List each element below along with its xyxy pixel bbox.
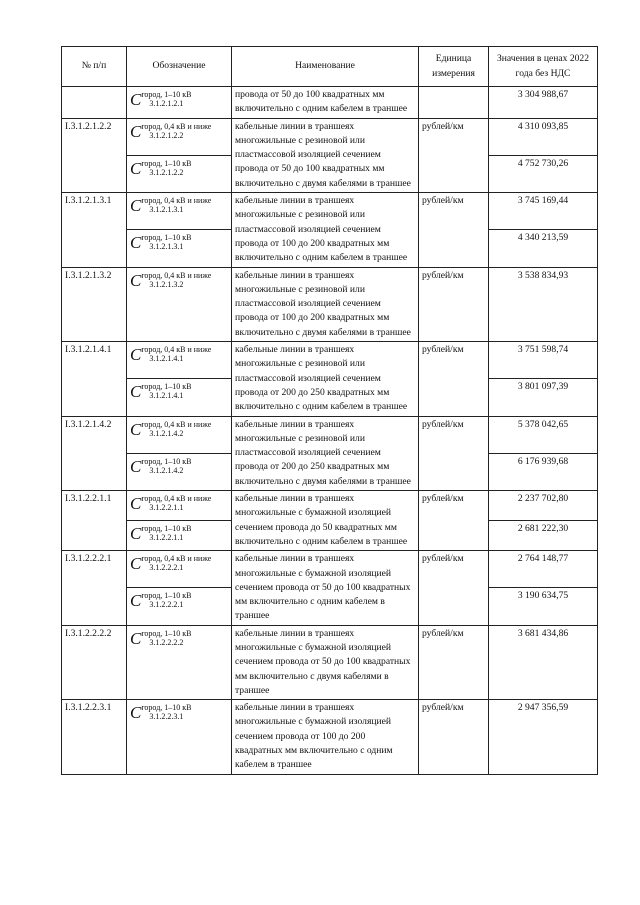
symbol-subscript: 3.1.2.2.3.1 [149, 712, 184, 722]
symbol-letter: C [130, 382, 142, 402]
row-symbol [127, 87, 232, 119]
symbol-superscript: город, 0,4 кВ и ниже [141, 345, 212, 355]
symbol-formula [130, 492, 228, 512]
symbol-superscript: город, 0,4 кВ и ниже [141, 121, 212, 131]
symbol-indices [141, 554, 211, 572]
row-name: кабельные линии в траншеях многожильные с бумажной изоляцией сечением провода до 50 квадратных мм включительно с одним кабелем в траншее [232, 491, 419, 551]
row-name: кабельные линии в траншеях многожильные с бумажной изоляцией сечением провода от 50 до 100 квадратных мм включительно с двумя кабелями в траншее [232, 625, 419, 699]
symbol-formula [130, 627, 228, 647]
header-unit: Единица измерения [419, 47, 489, 87]
header-symbol: Обозначение [127, 47, 232, 87]
symbol-superscript: город, 1–10 кВ [141, 628, 192, 638]
row-symbol [127, 551, 232, 588]
row-name: кабельные линии в траншеях многожильные с резиновой или пластмассовой изоляцией сечением провода от 100 до 200 квадратных мм включительно с одним кабелем в траншее [232, 193, 419, 267]
symbol-superscript: город, 1–10 кВ [141, 90, 192, 99]
symbol-superscript: город, 1–10 кВ [141, 456, 192, 466]
header-name: Наименование [232, 47, 419, 87]
row-code: I.3.1.2.1.4.1 [62, 342, 127, 416]
symbol-superscript: город, 1–10 кВ [141, 524, 192, 534]
row-unit: рублей/км [419, 625, 489, 699]
row-value: 3 538 834,93 [489, 267, 598, 341]
row-symbol [127, 625, 232, 699]
symbol-indices [141, 494, 211, 512]
symbol-letter: C [130, 419, 142, 439]
symbol-letter: C [130, 524, 142, 544]
symbol-subscript: 3.1.2.2.2.1 [149, 563, 184, 573]
symbol-subscript: 3.1.2.1.4.1 [149, 391, 184, 401]
row-code: I.3.1.2.1.3.2 [62, 267, 127, 341]
symbol-formula [130, 701, 228, 721]
row-code: I.3.1.2.2.2.2 [62, 625, 127, 699]
row-value: 3 190 634,75 [489, 588, 598, 625]
row-symbol [127, 700, 232, 774]
symbol-formula [130, 380, 228, 400]
symbol-letter: C [130, 90, 142, 109]
row-name: кабельные линии в траншеях многожильные с резиновой или пластмассовой изоляцией сечением провода от 50 до 100 квадратных мм включительно с двумя кабелями в траншее [232, 118, 419, 192]
row-name: провода от 50 до 100 квадратных мм включительно с одним кабелем в траншее [232, 87, 419, 119]
symbol-formula [130, 589, 228, 609]
table-row [62, 416, 598, 453]
row-name: кабельные линии в траншеях многожильные с резиновой или пластмассовой изоляцией сечением провода от 100 до 200 квадратных мм включительно с двумя кабелями в траншее [232, 267, 419, 341]
symbol-subscript: 3.1.2.1.4.2 [149, 428, 184, 438]
table-row [62, 491, 598, 521]
symbol-superscript: город, 0,4 кВ и ниже [141, 270, 212, 280]
symbol-formula [130, 343, 228, 363]
row-name: кабельные линии в траншеях многожильные с резиновой или пластмассовой изоляцией сечением провода от 200 до 250 квадратных мм включительно с одним кабелем в траншее [232, 342, 419, 416]
symbol-subscript: 3.1.2.1.4.2 [149, 465, 184, 475]
symbol-letter: C [130, 121, 142, 141]
header-value: Значения в ценах 2022 года без НДС [489, 47, 598, 87]
symbol-formula [130, 88, 228, 108]
symbol-superscript: город, 1–10 кВ [141, 158, 192, 168]
row-unit: рублей/км [419, 551, 489, 625]
row-code: I.3.1.2.1.2.2 [62, 118, 127, 192]
row-value: 2 237 702,80 [489, 491, 598, 521]
row-value: 2 947 356,59 [489, 700, 598, 774]
row-value: 3 751 598,74 [489, 342, 598, 379]
symbol-letter: C [130, 494, 142, 514]
row-unit [419, 87, 489, 119]
row-value: 4 340 213,59 [489, 230, 598, 267]
symbol-letter: C [130, 270, 142, 290]
symbol-indices [141, 159, 191, 177]
table-row [62, 118, 598, 155]
symbol-subscript: 3.1.2.1.2.2 [149, 167, 184, 177]
row-symbol [127, 118, 232, 155]
symbol-letter: C [130, 345, 142, 365]
table-body [62, 87, 598, 775]
row-symbol [127, 342, 232, 379]
row-value: 5 378 042,65 [489, 416, 598, 453]
symbol-letter: C [130, 703, 142, 723]
symbol-formula [130, 120, 228, 140]
table-header-row [62, 47, 598, 87]
symbol-indices [141, 196, 211, 214]
symbol-indices [141, 345, 211, 363]
symbol-indices [141, 122, 211, 140]
row-symbol [127, 416, 232, 453]
row-unit: рублей/км [419, 193, 489, 267]
row-value: 3 304 988,67 [489, 87, 598, 119]
tariff-table [61, 46, 598, 775]
symbol-formula [130, 231, 228, 251]
row-unit: рублей/км [419, 491, 489, 551]
row-value: 3 681 434,86 [489, 625, 598, 699]
symbol-formula [130, 455, 228, 475]
row-symbol [127, 588, 232, 625]
row-code: I.3.1.2.2.1.1 [62, 491, 127, 551]
symbol-superscript: город, 1–10 кВ [141, 703, 192, 713]
symbol-superscript: город, 1–10 кВ [141, 591, 192, 601]
symbol-letter: C [130, 196, 142, 216]
table-row [62, 551, 598, 588]
row-name: кабельные линии в траншеях многожильные с резиновой или пластмассовой изоляцией сечением провода от 200 до 250 квадратных мм включительно с двумя кабелями в траншее [232, 416, 419, 490]
symbol-superscript: город, 0,4 кВ и ниже [141, 419, 212, 429]
row-value: 6 176 939,68 [489, 453, 598, 490]
symbol-indices [141, 703, 191, 721]
header-num: № п/п [62, 47, 127, 87]
row-symbol [127, 193, 232, 230]
symbol-subscript: 3.1.2.1.4.1 [149, 354, 184, 364]
symbol-subscript: 3.1.2.1.3.2 [149, 279, 184, 289]
row-unit: рублей/км [419, 342, 489, 416]
row-code: I.3.1.2.1.4.2 [62, 416, 127, 490]
symbol-superscript: город, 0,4 кВ и ниже [141, 554, 212, 564]
row-code [62, 87, 127, 119]
row-symbol [127, 155, 232, 192]
row-unit: рублей/км [419, 416, 489, 490]
symbol-superscript: город, 1–10 кВ [141, 382, 192, 392]
symbol-letter: C [130, 628, 142, 648]
symbol-indices [141, 420, 211, 438]
symbol-letter: C [130, 158, 142, 178]
row-code: I.3.1.2.1.3.1 [62, 193, 127, 267]
symbol-indices [141, 524, 191, 542]
table-row [62, 87, 598, 119]
row-unit: рублей/км [419, 267, 489, 341]
row-value: 2 764 148,77 [489, 551, 598, 588]
row-value: 4 310 093,85 [489, 118, 598, 155]
symbol-letter: C [130, 591, 142, 611]
row-value: 3 801 097,39 [489, 379, 598, 416]
symbol-letter: C [130, 554, 142, 574]
symbol-indices [141, 382, 191, 400]
row-name: кабельные линии в траншеях многожильные с бумажной изоляцией сечением провода от 50 до 100 квадратных мм включительно с одним кабелем в траншее [232, 551, 419, 625]
row-symbol [127, 521, 232, 551]
symbol-indices [141, 591, 191, 609]
symbol-letter: C [130, 233, 142, 253]
symbol-formula [130, 269, 228, 289]
row-value: 3 745 169,44 [489, 193, 598, 230]
row-code: I.3.1.2.2.2.1 [62, 551, 127, 625]
symbol-indices [141, 629, 191, 647]
table-row [62, 342, 598, 379]
symbol-subscript: 3.1.2.2.2.1 [149, 600, 184, 610]
symbol-subscript: 3.1.2.1.2.1 [149, 99, 184, 108]
symbol-formula [130, 522, 228, 542]
table-row [62, 700, 598, 774]
symbol-indices [141, 233, 191, 251]
symbol-superscript: город, 0,4 кВ и ниже [141, 196, 212, 206]
row-symbol [127, 267, 232, 341]
row-unit: рублей/км [419, 118, 489, 192]
symbol-subscript: 3.1.2.1.3.1 [149, 205, 184, 215]
row-value: 4 752 730,26 [489, 155, 598, 192]
row-name: кабельные линии в траншеях многожильные с бумажной изоляцией сечением провода от 100 до 200 квадратных мм включительно с одним кабелем в траншее [232, 700, 419, 774]
symbol-formula [130, 157, 228, 177]
symbol-indices [141, 90, 191, 108]
row-symbol [127, 379, 232, 416]
symbol-subscript: 3.1.2.2.1.1 [149, 533, 184, 543]
symbol-indices [141, 271, 211, 289]
symbol-indices [141, 457, 191, 475]
table-row [62, 625, 598, 699]
row-unit: рублей/км [419, 700, 489, 774]
table-row [62, 267, 598, 341]
symbol-superscript: город, 1–10 кВ [141, 233, 192, 243]
symbol-formula [130, 418, 228, 438]
symbol-subscript: 3.1.2.2.1.1 [149, 503, 184, 513]
symbol-formula [130, 552, 228, 572]
symbol-subscript: 3.1.2.1.3.1 [149, 242, 184, 252]
row-symbol [127, 230, 232, 267]
row-symbol [127, 491, 232, 521]
row-symbol [127, 453, 232, 490]
symbol-letter: C [130, 456, 142, 476]
symbol-subscript: 3.1.2.2.2.2 [149, 637, 184, 647]
symbol-superscript: город, 0,4 кВ и ниже [141, 494, 212, 504]
row-code: I.3.1.2.2.3.1 [62, 700, 127, 774]
row-value: 2 681 222,30 [489, 521, 598, 551]
symbol-formula [130, 194, 228, 214]
table-row [62, 193, 598, 230]
symbol-subscript: 3.1.2.1.2.2 [149, 130, 184, 140]
